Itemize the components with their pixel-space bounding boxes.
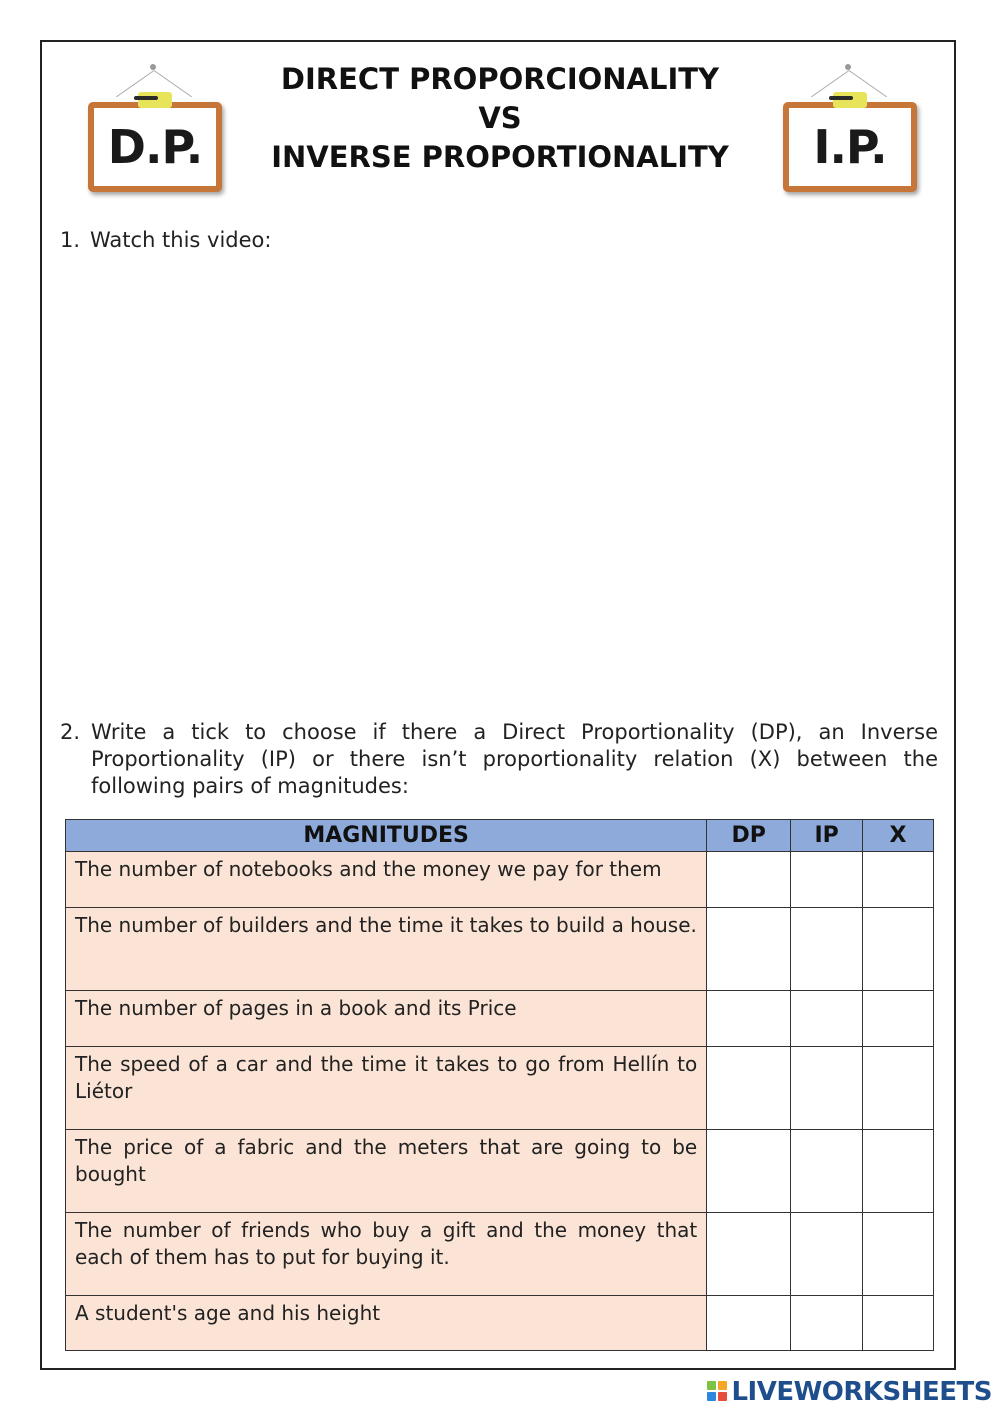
table-row xyxy=(66,1130,934,1213)
question-1-text: Watch this video: xyxy=(90,228,272,252)
title-line-1: DIRECT PROPORCIONALITY xyxy=(280,62,720,96)
table-row xyxy=(66,1213,934,1296)
magnitude-description: The number of friends who buy a gift and the money that each of them has to put for buying it. xyxy=(66,1213,707,1296)
x-tick-cell[interactable] xyxy=(863,1130,934,1213)
question-2-number: 2. xyxy=(60,720,81,744)
table-header-row xyxy=(66,820,934,852)
ip-board-image xyxy=(783,64,923,194)
liveworksheets-logo xyxy=(707,1377,992,1407)
question-2 xyxy=(60,719,938,800)
dp-tick-cell[interactable] xyxy=(707,1047,791,1130)
question-1 xyxy=(60,228,271,252)
x-tick-cell[interactable] xyxy=(863,991,934,1047)
x-tick-cell[interactable] xyxy=(863,1213,934,1296)
dp-tick-cell[interactable] xyxy=(707,1213,791,1296)
header-dp: DP xyxy=(707,820,791,852)
dp-tick-cell[interactable] xyxy=(707,1296,791,1351)
header-magnitudes: MAGNITUDES xyxy=(66,820,707,852)
ip-tick-cell[interactable] xyxy=(791,1213,863,1296)
magnitude-description: The number of pages in a book and its Price xyxy=(66,991,707,1047)
ip-tick-cell[interactable] xyxy=(791,1130,863,1213)
tape-icon xyxy=(833,92,867,108)
ip-tick-cell[interactable] xyxy=(791,1047,863,1130)
header-ip: IP xyxy=(791,820,863,852)
liveworksheets-text: LIVEWORKSHEETS xyxy=(731,1377,992,1407)
magnitude-description: The price of a fabric and the meters that are going to be bought xyxy=(66,1130,707,1213)
table-row xyxy=(66,991,934,1047)
table-row xyxy=(66,852,934,908)
magnitude-description: A student's age and his height xyxy=(66,1296,707,1351)
magnitude-description: The speed of a car and the time it takes to go from Hellín to Liétor xyxy=(66,1047,707,1130)
x-tick-cell[interactable] xyxy=(863,1296,934,1351)
table-row xyxy=(66,1047,934,1130)
header-x: X xyxy=(863,820,934,852)
dp-tick-cell[interactable] xyxy=(707,852,791,908)
ip-tick-cell[interactable] xyxy=(791,852,863,908)
ip-board-label: I.P. xyxy=(813,120,887,174)
liveworksheets-icon xyxy=(707,1381,727,1401)
ip-tick-cell[interactable] xyxy=(791,908,863,991)
dp-tick-cell[interactable] xyxy=(707,908,791,991)
dp-board-label: D.P. xyxy=(107,120,203,174)
magnitudes-table xyxy=(65,819,934,1351)
x-tick-cell[interactable] xyxy=(863,908,934,991)
question-2-text: Write a tick to choose if there a Direct Proportionality (DP), an Inverse Proportionality (IP) or there isn’t proportionality relation (X) between the following pairs of magnitudes: xyxy=(91,720,938,798)
x-tick-cell[interactable] xyxy=(863,852,934,908)
table-row xyxy=(66,908,934,991)
magnitude-description: The number of notebooks and the money we pay for them xyxy=(66,852,707,908)
magnitude-description: The number of builders and the time it takes to build a house. xyxy=(66,908,707,991)
ip-tick-cell[interactable] xyxy=(791,1296,863,1351)
title-line-2: VS xyxy=(478,101,522,135)
question-1-number: 1. xyxy=(60,228,81,252)
dp-tick-cell[interactable] xyxy=(707,991,791,1047)
dp-tick-cell[interactable] xyxy=(707,1130,791,1213)
ip-tick-cell[interactable] xyxy=(791,991,863,1047)
title-line-3: INVERSE PROPORTIONALITY xyxy=(271,140,729,174)
x-tick-cell[interactable] xyxy=(863,1047,934,1130)
dp-board-image xyxy=(88,64,228,194)
table-row xyxy=(66,1296,934,1351)
tape-icon xyxy=(138,92,172,108)
page-title xyxy=(250,60,750,177)
